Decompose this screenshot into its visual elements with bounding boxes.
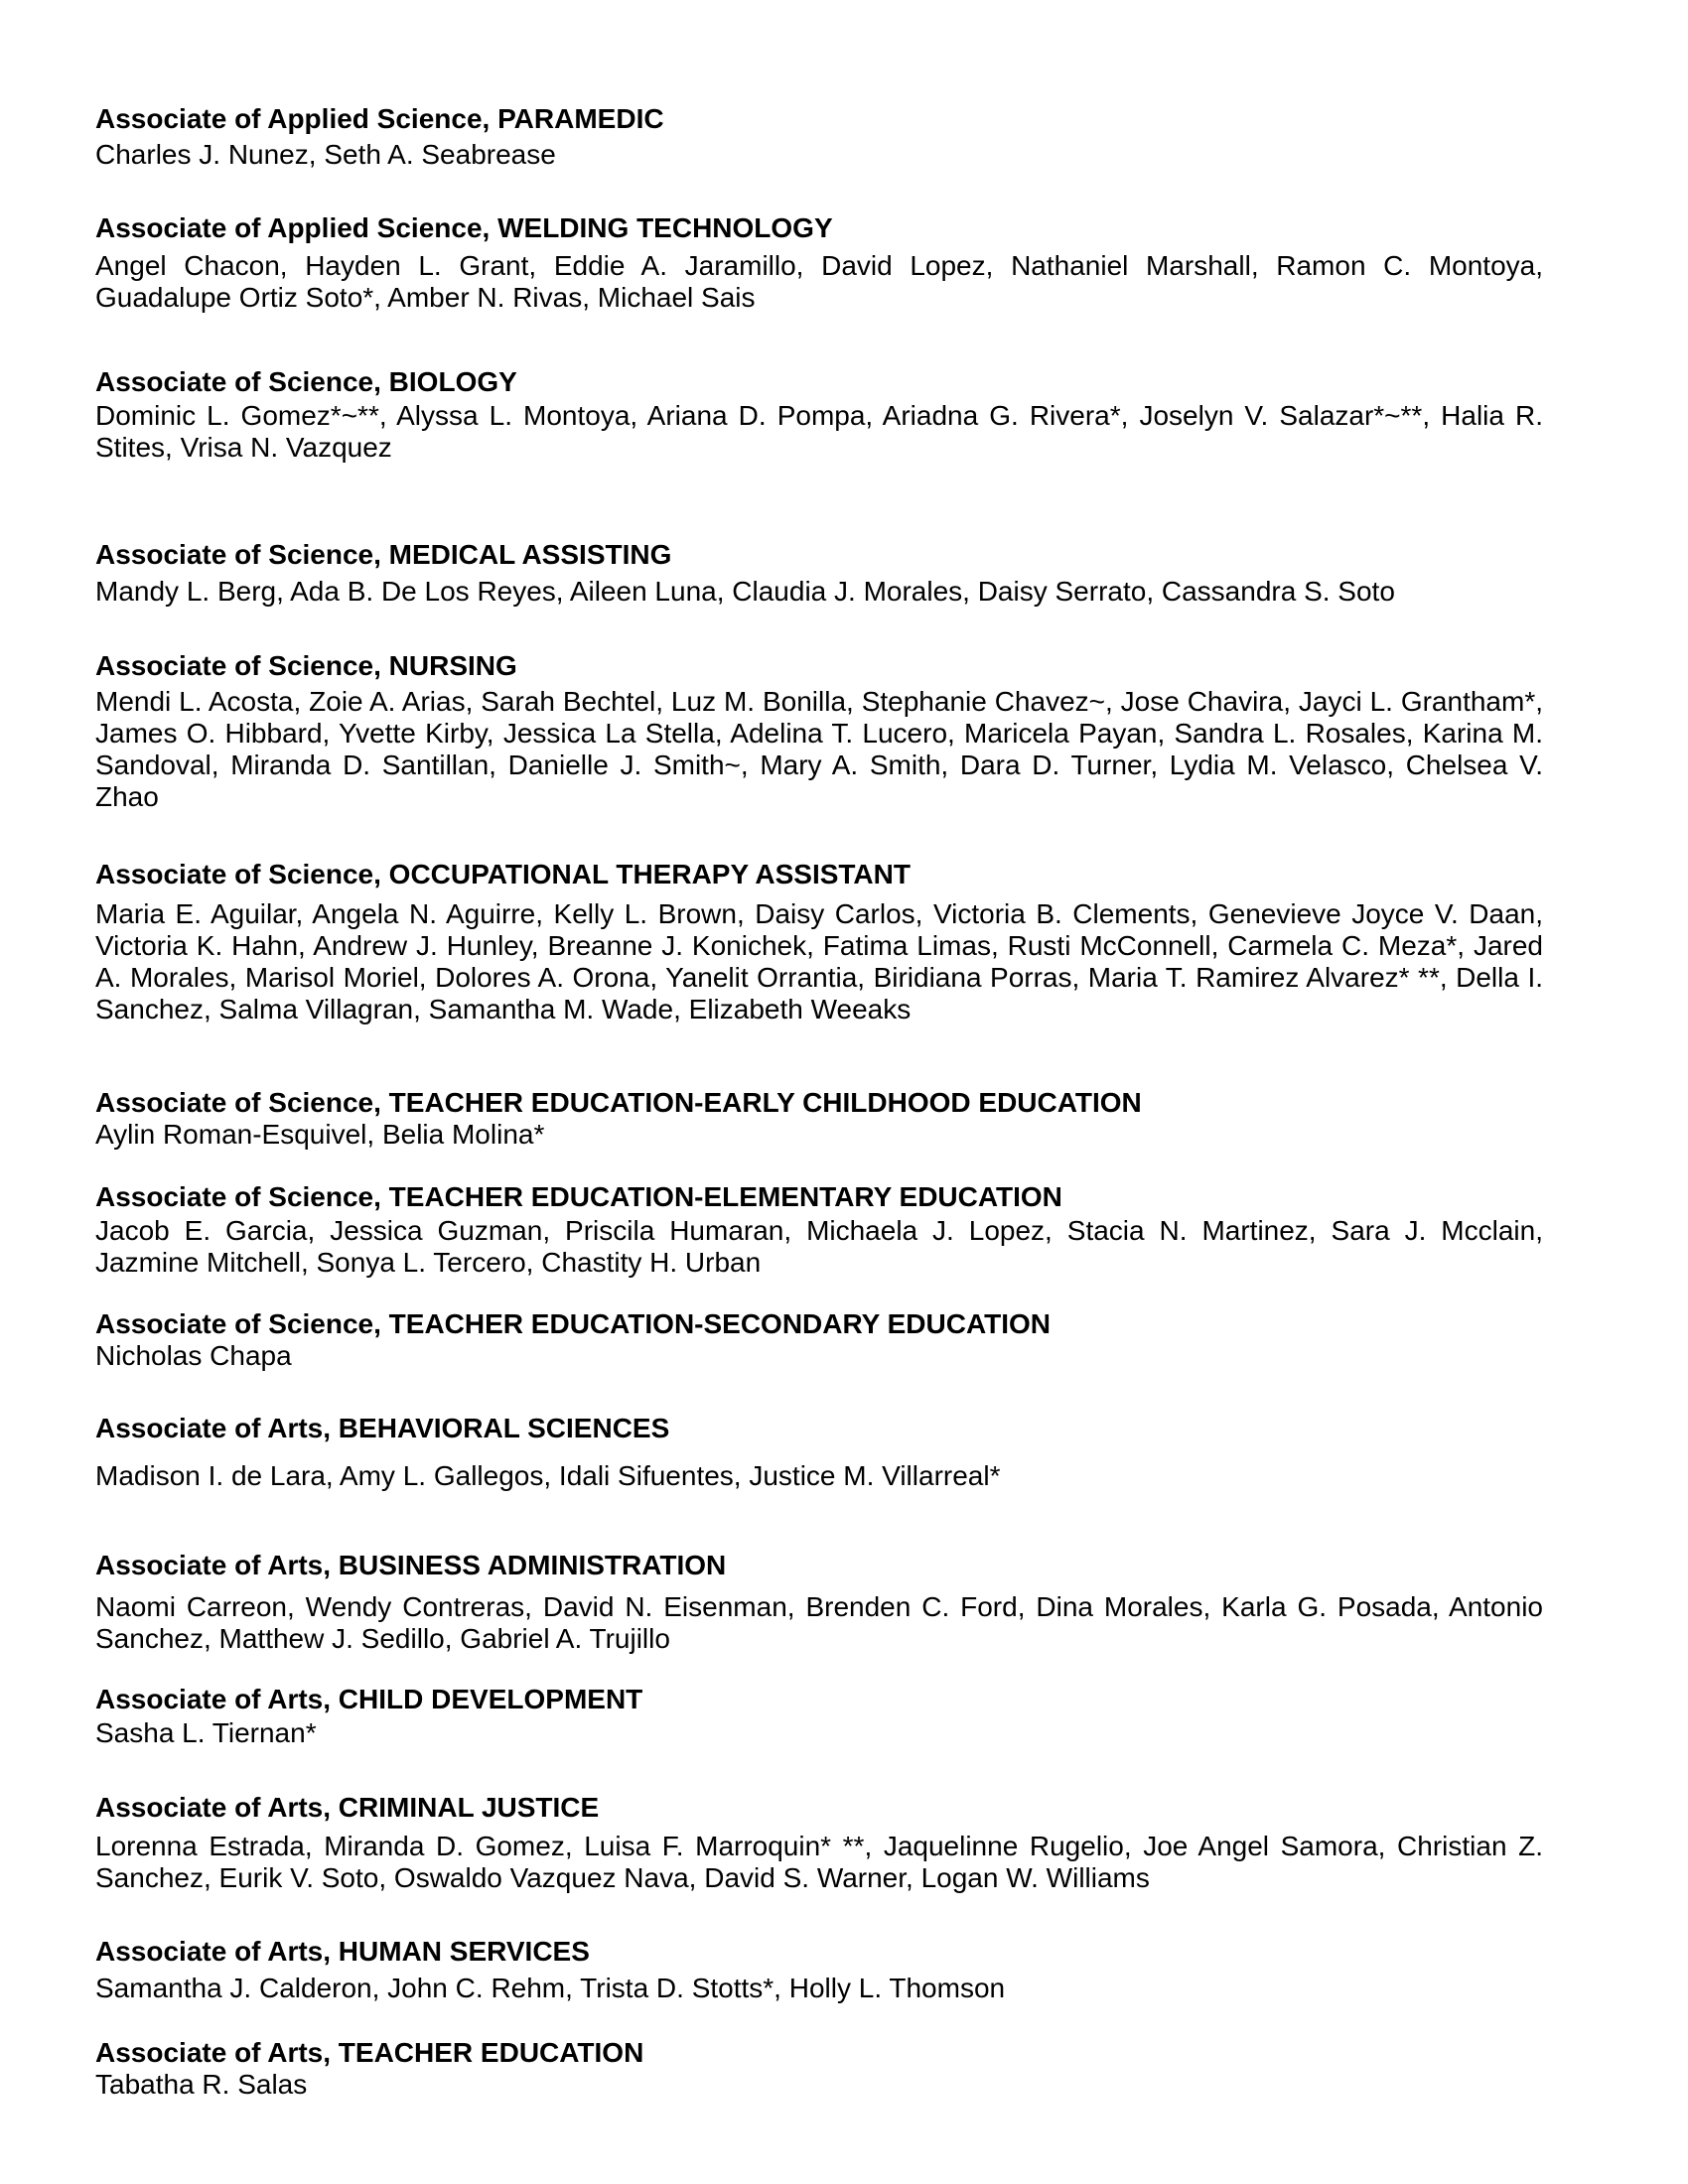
degree-section <box>95 103 1543 171</box>
graduate-names: Maria E. Aguilar, Angela N. Aguirre, Kelly L. Brown, Daisy Carlos, Victoria B. Clements, Genevieve Joyce V. Daan, Victoria K. Hahn, Andrew J. Hunley, Breanne J. Konichek, Fatima Limas, Rusti McConnell, Carmela C. Meza*, Jared A. Morales, Marisol Moriel, Dolores A. Orona, Yanelit Orrantia, Biridiana Porras, Maria T. Ramirez Alvarez* **, Della I. Sanchez, Salma Villagran, Samantha M. Wade, Elizabeth Weeaks <box>95 898 1543 1024</box>
degree-heading: Associate of Science, NURSING <box>95 650 517 681</box>
degree-section <box>95 1181 1543 1279</box>
degree-heading: Associate of Science, TEACHER EDUCATION-ELEMENTARY EDUCATION <box>95 1181 1062 1212</box>
degree-heading: Associate of Applied Science, WELDING TECHNOLOGY <box>95 212 833 243</box>
degree-heading: Associate of Science, BIOLOGY <box>95 366 517 397</box>
graduate-names: Madison I. de Lara, Amy L. Gallegos, Idali Sifuentes, Justice M. Villarreal* <box>95 1460 1001 1491</box>
graduate-names: Jacob E. Garcia, Jessica Guzman, Priscila Humaran, Michaela J. Lopez, Stacia N. Martinez, Sara J. Mcclain, Jazmine Mitchell, Sonya L. Tercero, Chastity H. Urban <box>95 1215 1543 1278</box>
degree-section <box>95 212 1543 314</box>
graduate-names: Nicholas Chapa <box>95 1340 292 1371</box>
degree-section <box>95 1087 1543 1151</box>
degree-section <box>95 2037 1543 2101</box>
graduate-names: Dominic L. Gomez*~**, Alyssa L. Montoya, Ariana D. Pompa, Ariadna G. Rivera*, Joselyn V. Salazar*~**, Halia R. Stites, Vrisa N. Vazquez <box>95 400 1543 463</box>
graduate-names: Charles J. Nunez, Seth A. Seabrease <box>95 139 556 170</box>
degree-heading: Associate of Arts, BEHAVIORAL SCIENCES <box>95 1413 670 1443</box>
degree-heading: Associate of Arts, TEACHER EDUCATION <box>95 2037 644 2068</box>
degree-heading: Associate of Science, TEACHER EDUCATION-EARLY CHILDHOOD EDUCATION <box>95 1087 1142 1118</box>
graduate-names: Sasha L. Tiernan* <box>95 1717 317 1748</box>
graduate-names: Naomi Carreon, Wendy Contreras, David N. Eisenman, Brenden C. Ford, Dina Morales, Karla G. Posada, Antonio Sanchez, Matthew J. Sedillo, Gabriel A. Trujillo <box>95 1591 1543 1654</box>
degree-section <box>95 1308 1543 1372</box>
degree-section <box>95 1936 1543 2004</box>
graduate-names: Mendi L. Acosta, Zoie A. Arias, Sarah Bechtel, Luz M. Bonilla, Stephanie Chavez~, Jose Chavira, Jayci L. Grantham*, James O. Hibbard, Yvette Kirby, Jessica La Stella, Adelina T. Lucero, Maricela Payan, Sandra L. Rosales, Karina M. Sandoval, Miranda D. Santillan, Danielle J. Smith~, Mary A. Smith, Dara D. Turner, Lydia M. Velasco, Chelsea V. Zhao <box>95 686 1543 812</box>
graduate-names: Samantha J. Calderon, John C. Rehm, Trista D. Stotts*, Holly L. Thomson <box>95 1973 1006 2003</box>
degree-section <box>95 859 1543 1025</box>
degree-heading: Associate of Science, MEDICAL ASSISTING <box>95 539 672 570</box>
degree-heading: Associate of Science, TEACHER EDUCATION-SECONDARY EDUCATION <box>95 1308 1051 1339</box>
degree-section <box>95 1550 1543 1655</box>
degree-section <box>95 539 1543 608</box>
degree-heading: Associate of Arts, CHILD DEVELOPMENT <box>95 1684 643 1714</box>
degree-section <box>95 1684 1543 1749</box>
degree-section <box>95 650 1543 813</box>
graduate-names: Tabatha R. Salas <box>95 2069 308 2100</box>
graduate-names: Angel Chacon, Hayden L. Grant, Eddie A. Jaramillo, David Lopez, Nathaniel Marshall, Ramon C. Montoya, Guadalupe Ortiz Soto*, Amber N. Rivas, Michael Sais <box>95 250 1543 313</box>
degree-heading: Associate of Arts, CRIMINAL JUSTICE <box>95 1792 600 1823</box>
degree-section <box>95 1792 1543 1894</box>
degree-heading: Associate of Arts, BUSINESS ADMINISTRATION <box>95 1550 727 1580</box>
graduate-names: Mandy L. Berg, Ada B. De Los Reyes, Aileen Luna, Claudia J. Morales, Daisy Serrato, Cassandra S. Soto <box>95 576 1395 607</box>
degree-section <box>95 1413 1543 1492</box>
degree-heading: Associate of Applied Science, PARAMEDIC <box>95 103 664 134</box>
degree-heading: Associate of Science, OCCUPATIONAL THERAPY ASSISTANT <box>95 859 911 889</box>
graduate-names: Aylin Roman-Esquivel, Belia Molina* <box>95 1119 545 1150</box>
degree-section <box>95 366 1543 464</box>
graduate-names: Lorenna Estrada, Miranda D. Gomez, Luisa F. Marroquin* **, Jaquelinne Rugelio, Joe Angel Samora, Christian Z. Sanchez, Eurik V. Soto, Oswaldo Vazquez Nava, David S. Warner, Logan W. Williams <box>95 1831 1543 1893</box>
degree-heading: Associate of Arts, HUMAN SERVICES <box>95 1936 590 1967</box>
